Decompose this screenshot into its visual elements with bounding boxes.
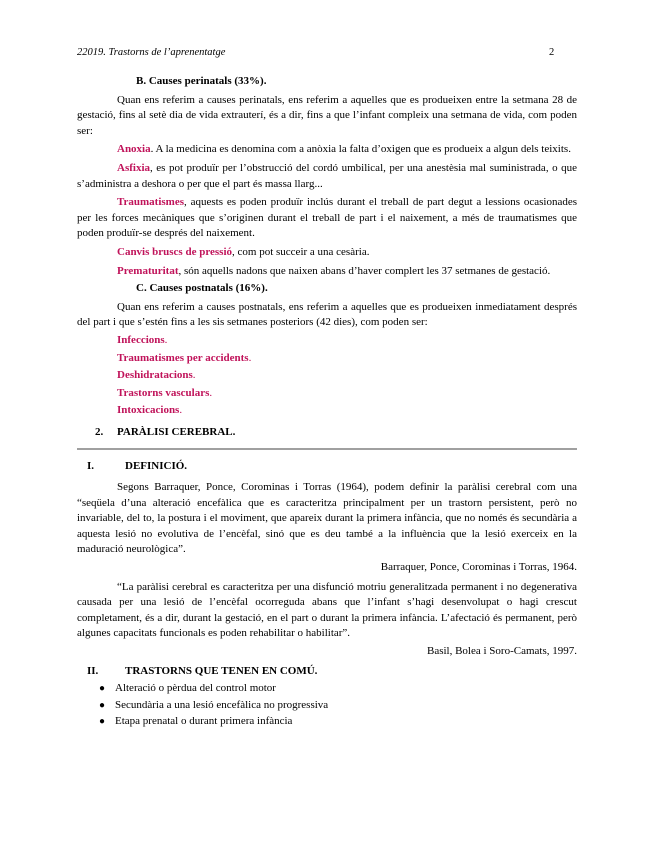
perinatal-item [77, 245, 577, 261]
term-text: , es pot produïr per l’obstrucció del cordó umbilical, per una anestèsia mal suministrada, o que s’administra a deshora o per que el part és massa llarg... [77, 161, 577, 190]
definition-quote-1: Segons Barraquer, Ponce, Corominas i Torras (1964), podem definir la paràlisi cerebral com una “seqüela d’una alteració encefàlica que es caracteritza principalment per un trastorn persistent, però no invariable, del to, la postura i el moviment, que apareix durant la primera infància, que no només és secundària a aquesta lesió no evolutiva de l’encèfal, sinó que es deu també a la influència que la lesió exerceix en la maduració neurològica”. [77, 481, 577, 556]
heading-postnatal: C. Causes postnatals (16%). [136, 282, 268, 295]
bullet-icon: ● [99, 716, 106, 728]
heading-section-2: 2. PARÀLISI CEREBRAL. [95, 425, 236, 438]
term-text: , aquests es poden produïr inclús durant el treball de part degut a lessions ocasionades per les forces mecàniques que s’originen durant el treball de part i el naixement, a més de traumatismes que poden produïr-se després del naixement. [77, 196, 577, 240]
postnatal-list [77, 333, 577, 419]
term-text: , són aquells nadons que naixen abans d’haver complert les 37 setmanes de gestació. [178, 264, 551, 277]
term-text: , com pot succeir a una cesària. [232, 245, 370, 258]
running-header-title: 22019. Trastorns de l’aprenentatge [77, 47, 226, 58]
bullet-icon: ● [99, 683, 106, 695]
bullet-icon: ● [99, 699, 106, 711]
citation-2: Basil, Bolea i Soro-Camats, 1997. [426, 645, 577, 657]
bullet-item: ● Alteració o pèrdua del control motor [99, 681, 577, 697]
term-label: Canvis bruscs de pressió [117, 245, 233, 258]
postnatal-intro: Quan ens referim a causes postnatals, ens referim a aquelles que es produeixen inmediatament després del part i que s’estén fins a les sis setmanes posteriors (42 dies), com poden ser: [77, 300, 577, 329]
bullet-list [77, 681, 577, 730]
term-label: Asfixia [117, 161, 150, 174]
perinatal-intro: Quan ens referim a causes perinatals, ens referim a aquelles que es produeixen entre la setmana 28 de gestació, fins al setè dia de vida extrauterí, és a dir, fins a que l’infant compleix una setmana de vida, com poden ser: [77, 93, 577, 137]
heading-perinatal: B. Causes perinatals (33%). [136, 75, 267, 87]
list-item: Intoxicacions. [117, 404, 183, 417]
term-label: Anoxia [117, 143, 151, 156]
horizontal-divider [77, 448, 577, 450]
perinatal-item [77, 142, 577, 158]
list-item: Infeccions. [117, 333, 168, 346]
perinatal-item [77, 264, 577, 280]
term-label: Prematuritat [117, 264, 179, 277]
term-label: Traumatismes [117, 196, 185, 209]
heading-trastorns-comu: II. TRASTORNS QUE TENEN EN COMÚ. [87, 664, 318, 677]
list-item: Traumatismes per accidents. [117, 351, 252, 364]
term-text: . A la medicina es denomina com a anòxia la falta d’oxigen que es produeix a algun dels teixits. [150, 143, 571, 156]
perinatal-item [77, 161, 577, 192]
citation-1: Barraquer, Ponce, Corominas i Torras, 1964. [380, 561, 577, 574]
heading-definicio: I. DEFINICIÓ. [87, 460, 188, 473]
list-item: Trastorns vasculars. [117, 386, 213, 399]
perinatal-item [77, 195, 577, 242]
definition-quote-2: “La paràlisi cerebral es caracteritza per una disfunció motriu generalitzada permanent i no degenerativa causada per una lesió de l’encèfal ocorreguda abans que l’infant s’hagi desenvolupat o hagi crescut completament, és a dir, durant la gestació, en el part o durant la primera infància. L’afectació és permanent, però algunes capacitats funcionals es poden rehabilitar o habilitar”. [77, 580, 577, 640]
list-item: Deshidratacions. [117, 369, 196, 382]
bullet-item: ● Secundària a una lesió encefàlica no progressiva [99, 698, 577, 714]
document-body [77, 74, 577, 731]
bullet-item: ● Etapa prenatal o durant primera infància [99, 714, 577, 730]
page-number: 2 [549, 47, 555, 58]
